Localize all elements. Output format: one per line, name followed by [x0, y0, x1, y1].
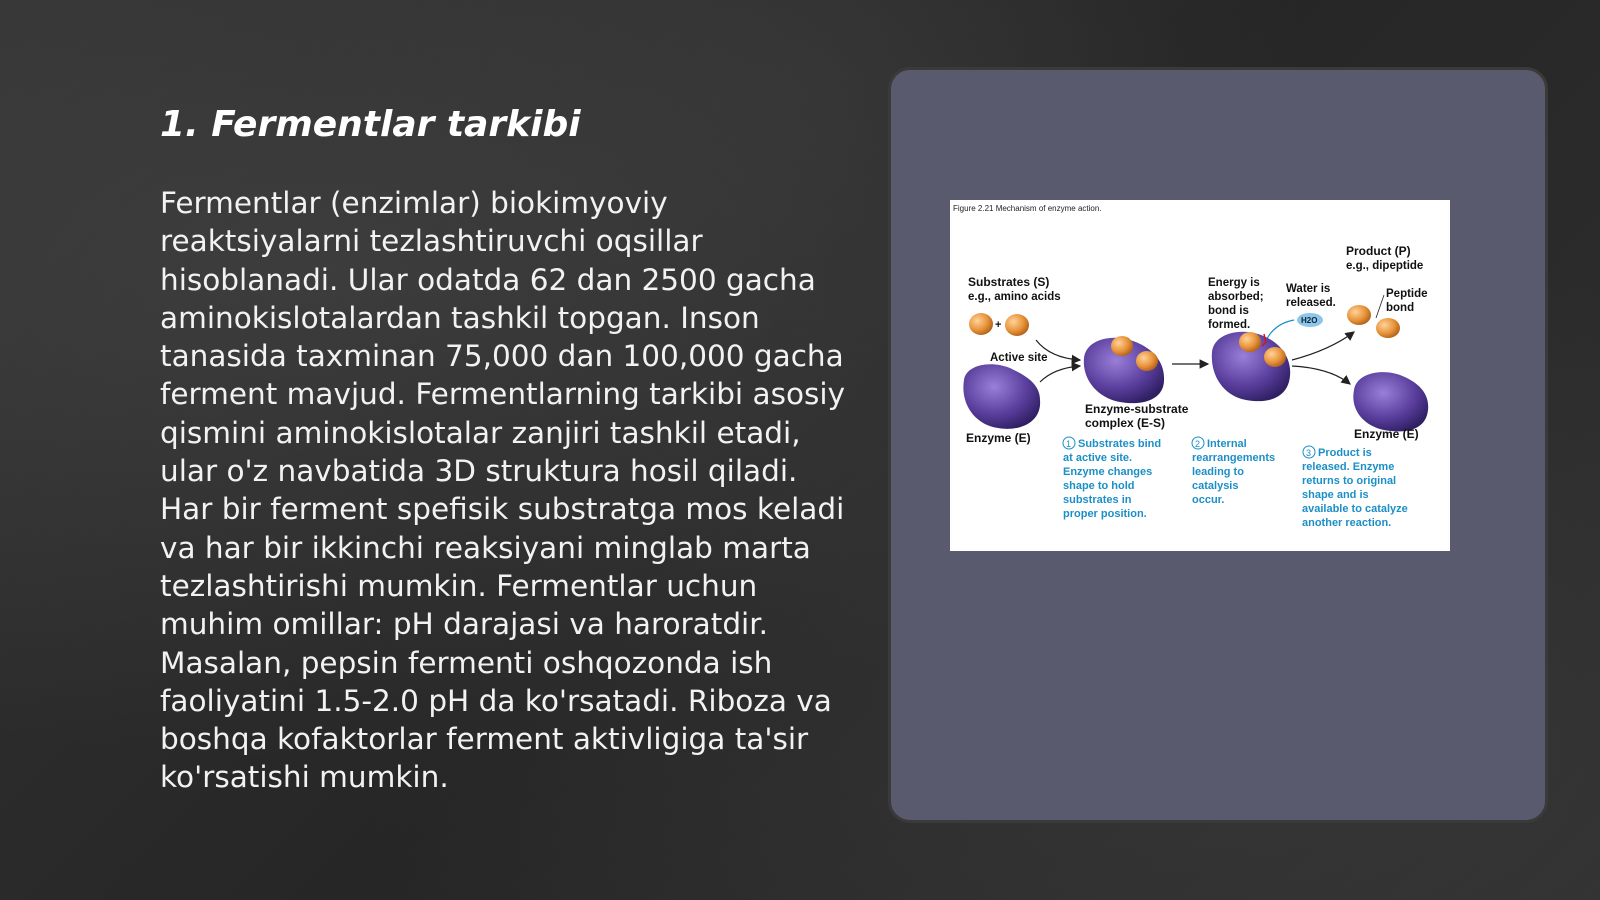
substrates-subtitle: e.g., amino acids	[968, 291, 1061, 303]
slide-title: 1. Fermentlar tarkibi	[160, 104, 581, 145]
step1-line: Enzyme changes	[1063, 466, 1153, 478]
plus-sign: +	[995, 319, 1002, 331]
enzyme-left-label: Enzyme (E)	[966, 431, 1031, 445]
substrate-molecule	[969, 313, 993, 335]
step2-line: rearrangements	[1192, 452, 1276, 464]
substrate-molecule	[1239, 332, 1261, 352]
step1-line: Substrates bind	[1078, 438, 1162, 450]
enzyme-shape	[963, 364, 1040, 429]
enzyme-diagram	[950, 200, 1450, 551]
enzyme-mechanism-figure	[950, 200, 1450, 551]
step2-number: 2	[1195, 439, 1201, 449]
step3-line: Product is	[1318, 447, 1372, 459]
complex-label-1: Enzyme-substrate	[1085, 402, 1189, 416]
substrate-molecule	[1111, 336, 1133, 356]
step3-line: shape and is	[1302, 489, 1369, 501]
step1-line: shape to hold	[1063, 480, 1135, 492]
energy-label-4: formed.	[1208, 319, 1251, 331]
substrate-molecule	[1264, 347, 1286, 367]
peptide-pointer	[1376, 295, 1384, 318]
step2-line: leading to	[1192, 466, 1244, 478]
arrow	[1292, 332, 1354, 360]
enzyme-right-label: Enzyme (E)	[1354, 427, 1419, 441]
substrate-molecule	[1136, 351, 1158, 371]
energy-label-3: bond is	[1208, 305, 1249, 317]
substrate-molecule	[1005, 314, 1029, 336]
step3-number: 3	[1306, 448, 1312, 458]
energy-label-1: Energy is	[1208, 277, 1260, 289]
h2o-label: H2O	[1301, 316, 1318, 325]
step1-line: substrates in	[1063, 494, 1132, 506]
step2-line: catalysis	[1192, 480, 1239, 492]
arrow	[1040, 366, 1080, 382]
enzyme-shape-released	[1353, 372, 1428, 431]
slide-paragraph: Fermentlar (enzimlar) biokimyoviy reaktsiyalarni tezlashtiruvchi oqsillar hisoblanadi. Ular odatda 62 dan 2500 gacha aminokislotalardan tashkil topgan. Inson tanasida taxminan 75,000 dan 100,000 gacha ferment mavjud. Fermentlarning tarkibi asosiy qismini aminokislotalar zanjiri tashkil etadi, ular o'z navbatida 3D struktura hosil qiladi. Har bir ferment spefisik substratga mos keladi va har bir ikkinchi reaksiyani minglab marta tezlashtirishi mumkin. Fermentlar uchun muhim omillar: pH darajasi va haroratdir. Masalan, pepsin fermenti oshqozonda ish faoliyatini 1.5-2.0 pH da ko'rsatadi. Riboza va boshqa kofaktorlar ferment aktivligiga ta'sir ko'rsatishi mumkin.	[160, 186, 846, 795]
complex-label-2: complex (E-S)	[1085, 416, 1166, 430]
peptide-label-1: Peptide	[1386, 288, 1428, 300]
substrates-title: Substrates (S)	[968, 275, 1050, 289]
step3-line: returns to original	[1302, 475, 1397, 487]
step3-line: available to catalyze	[1302, 503, 1408, 515]
energy-label-2: absorbed;	[1208, 291, 1264, 303]
peptide-label-2: bond	[1386, 302, 1415, 314]
arrow	[1292, 366, 1350, 384]
product-molecule	[1347, 305, 1371, 325]
step3-line: released. Enzyme	[1302, 461, 1395, 473]
step1-number: 1	[1066, 439, 1072, 449]
product-title: Product (P)	[1346, 244, 1411, 258]
step2-line: Internal	[1207, 438, 1247, 450]
active-site-label: Active site	[990, 352, 1048, 364]
product-subtitle: e.g., dipeptide	[1346, 260, 1424, 272]
step2-line: occur.	[1192, 494, 1225, 506]
water-label-2: released.	[1286, 297, 1336, 309]
product-molecule	[1376, 318, 1400, 338]
step1-line: at active site.	[1063, 452, 1133, 464]
water-label-1: Water is	[1286, 283, 1331, 295]
step3-line: another reaction.	[1302, 517, 1392, 529]
step1-line: proper position.	[1063, 508, 1147, 520]
figure-caption: Figure 2.21 Mechanism of enzyme action.	[953, 204, 1102, 213]
